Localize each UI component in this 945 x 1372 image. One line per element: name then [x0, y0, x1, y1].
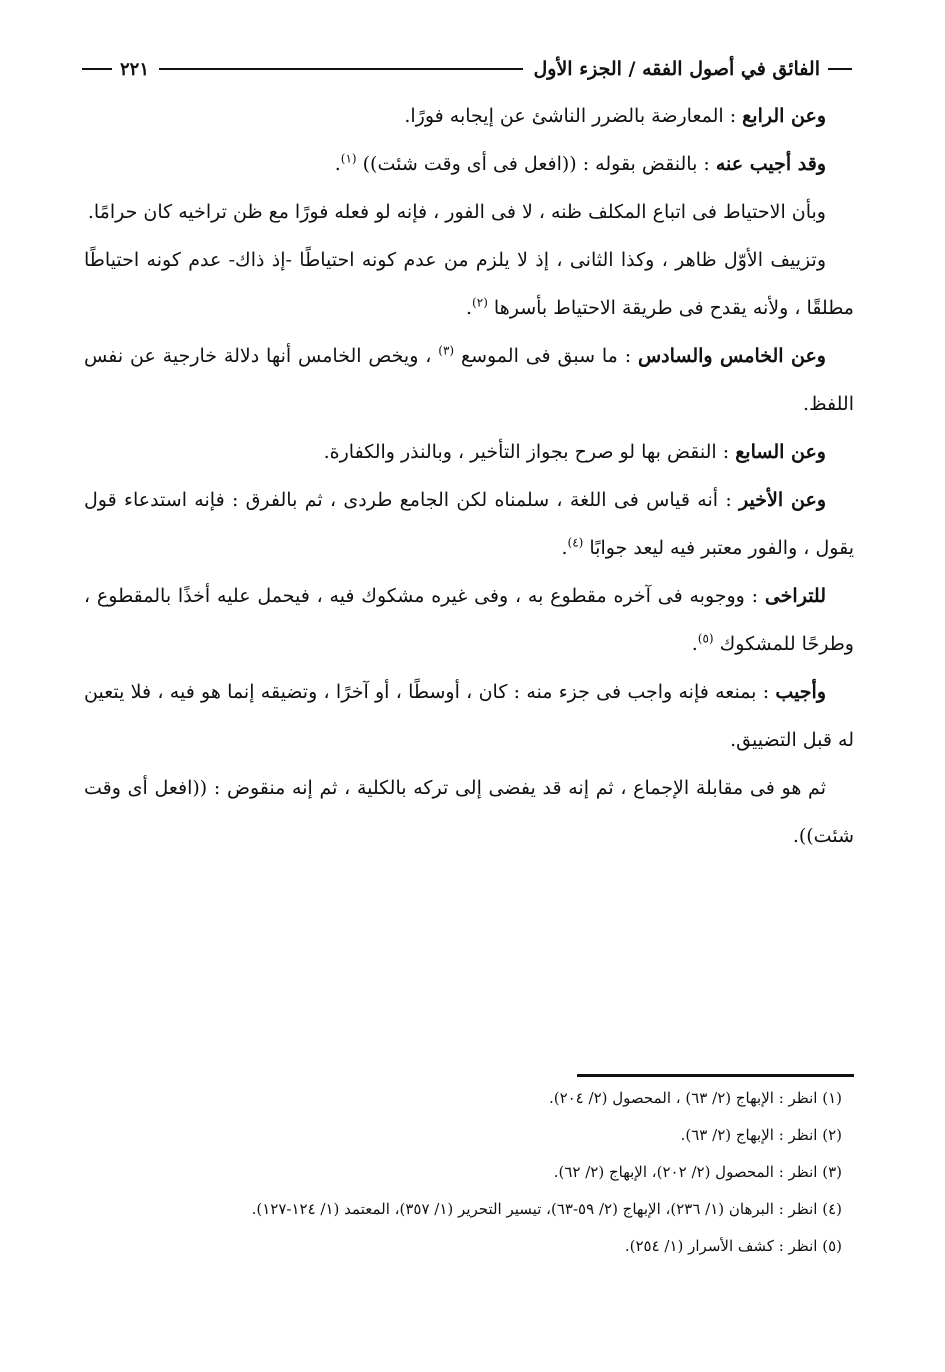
- paragraph-text: : بالنقض بقوله : ((افعل فى أى وقت شئت)): [356, 153, 716, 175]
- page-number: ٢٢١: [120, 58, 150, 80]
- paragraph-lead: وعن الخامس والسادس: [637, 345, 826, 367]
- footnote-marker[interactable]: (٣): [438, 343, 455, 358]
- footnote-1: (١) انظر : الإبهاج (٢/ ٦٣) ، المحصول (٢/ ٢٠٤).: [548, 1089, 842, 1107]
- header-dash-left: [82, 68, 112, 70]
- paragraph-tail: .: [691, 633, 698, 655]
- footnote-2: (٢) انظر : الإبهاج (٢/ ٦٣).: [680, 1126, 842, 1144]
- footnote-marker[interactable]: (١): [340, 151, 357, 166]
- paragraph-6: [84, 428, 854, 476]
- paragraph-text: : النقض بها لو صرح بجواز التأخير ، وبالنذر والكفارة.: [323, 441, 736, 463]
- footnote-marker[interactable]: (٥): [697, 631, 714, 646]
- paragraph-tail: .: [561, 537, 568, 559]
- paragraph-lead: وعن الأخير: [739, 489, 826, 511]
- paragraph-text: : ووجوبه فى آخره مقطوع به ، وفى غيره مشكوك فيه ، فيحمل عليه أخذًا بالمقطوع ، وطرحًا للمشكوك: [84, 585, 854, 655]
- paragraph-text: : أنه قياس فى اللغة ، سلمناه لكن الجامع طردى ، ثم بالفرق : فإنه استدعاء قول يقول ، والفور معتبر فيه ليعد جوابًا: [84, 489, 854, 559]
- paragraph-text: : ما سبق فى الموسع: [454, 345, 638, 367]
- paragraph-7: [84, 476, 854, 572]
- paragraph-9: [84, 668, 854, 764]
- running-title: الفائق في أصول الفقه / الجزء الأول: [533, 58, 820, 80]
- paragraph-1: [84, 92, 854, 140]
- paragraph-8: [84, 572, 854, 668]
- running-header: [82, 48, 852, 90]
- paragraph-3: [84, 188, 854, 236]
- main-text: [84, 92, 854, 860]
- header-rule: [159, 68, 523, 70]
- paragraph-2: [84, 140, 854, 188]
- paragraph-lead: وعن السابع: [735, 441, 826, 463]
- header-dash-right: [828, 68, 852, 70]
- paragraph-text: ثم هو فى مقابلة الإجماع ، ثم إنه قد يفضى إلى تركه بالكلية ، ثم إنه منقوض : ((افعل أى وقت شئت)).: [84, 777, 854, 847]
- paragraph-lead: وأجيب: [775, 681, 826, 703]
- paragraph-4: [84, 236, 854, 332]
- footnote-3: (٣) انظر : المحصول (٢/ ٢٠٢)، الإبهاج (٢/ ٦٢).: [553, 1163, 842, 1181]
- paragraph-10: [84, 764, 854, 860]
- paragraph-5: [84, 332, 854, 428]
- paragraph-tail: .: [334, 153, 341, 175]
- paragraph-text: : المعارضة بالضرر الناشئ عن إيجابه فورًا.: [404, 105, 743, 127]
- footnotes: [84, 1080, 854, 1265]
- paragraph-lead: للتراخى: [764, 585, 826, 607]
- paragraph-text: وتزييف الأوّل ظاهر ، وكذا الثانى ، إذ لا يلزم من عدم كونه احتياطًا -إذ ذاك- عدم كونه احتياطًا مطلقًا ، ولأنه يقدح فى طريقة الاحتياط بأسرها: [84, 249, 854, 319]
- paragraph-tail: .: [466, 297, 473, 319]
- footnote-separator: [577, 1074, 854, 1077]
- footnote-5: (٥) انظر : كشف الأسرار (١/ ٢٥٤).: [624, 1237, 842, 1255]
- paragraph-tail: ، ويخص الخامس أنها دلالة خارجية عن نفس اللفظ.: [84, 345, 854, 415]
- paragraph-lead: وعن الرابع: [742, 105, 826, 127]
- footnote-marker[interactable]: (٤): [567, 535, 584, 550]
- paragraph-text: وبأن الاحتياط فى اتباع المكلف ظنه ، لا فى الفور ، فإنه لو فعله فورًا مع ظن تراخيه كان حرامًا.: [87, 201, 826, 223]
- footnote-marker[interactable]: (٢): [472, 295, 488, 310]
- paragraph-text: : بمنعه فإنه واجب فى جزء منه : كان ، أوسطًا ، أو آخرًا ، وتضيقه إنما هو فيه ، فلا يتعين له قبل التضييق.: [84, 681, 854, 751]
- paragraph-lead: وقد أجيب عنه: [715, 153, 826, 175]
- footnote-4: (٤) انظر : البرهان (١/ ٢٣٦)، الإبهاج (٢/ ٥٩-٦٣)، تيسير التحرير (١/ ٣٥٧)، المعتمد (١/ ١٢٤-١٢٧).: [251, 1200, 842, 1218]
